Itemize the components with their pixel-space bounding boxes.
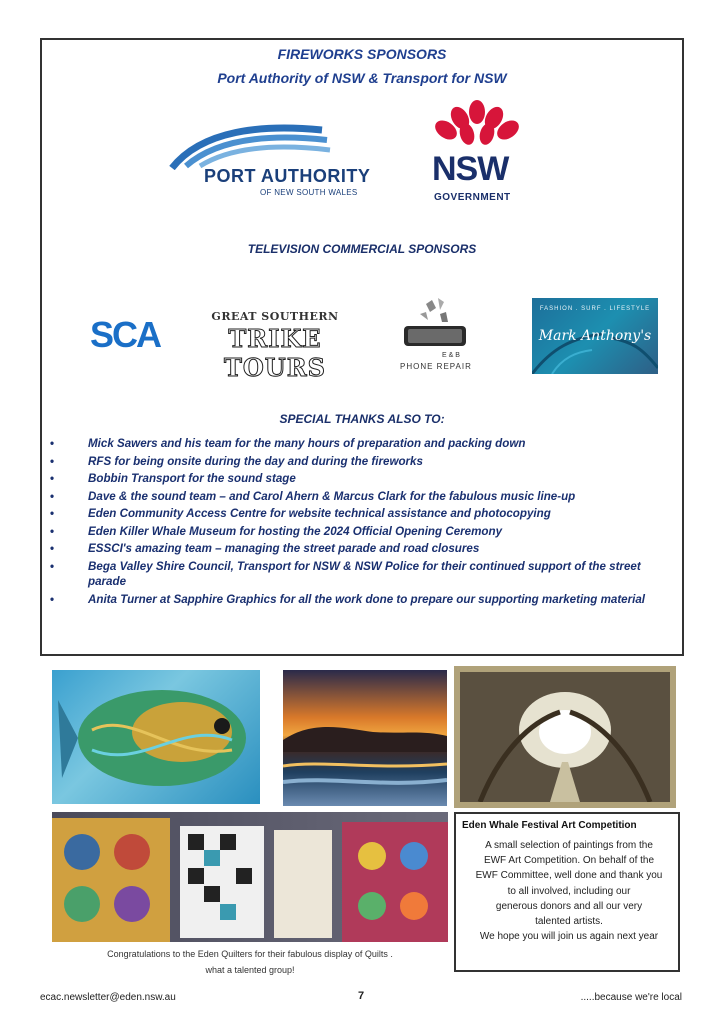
quilts-caption-line1: Congratulations to the Eden Quilters for their fabulous display of Quilts . bbox=[107, 949, 393, 959]
list-item-text: ESSCI's amazing team – managing the street parade and road closures bbox=[88, 542, 480, 555]
bullet-icon: • bbox=[50, 542, 55, 555]
bullet-icon: • bbox=[50, 437, 55, 450]
list-item-text: Eden Killer Whale Museum for hosting the 2024 Official Opening Ceremony bbox=[88, 524, 503, 538]
fireworks-sponsors-heading: FIREWORKS SPONSORS bbox=[277, 46, 447, 62]
list-item-text: Anita Turner at Sapphire Graphics for all the work done to prepare our supporting marketing material bbox=[88, 592, 646, 606]
fish-illustration-icon bbox=[52, 670, 260, 804]
art-competition-body bbox=[464, 838, 674, 944]
list-item bbox=[50, 454, 676, 470]
bullet-icon: • bbox=[50, 472, 55, 485]
list-item-text: Eden Community Access Centre for website technical assistance and photocopying bbox=[88, 507, 551, 520]
special-thanks-heading: SPECIAL THANKS ALSO TO: bbox=[279, 412, 445, 426]
bullet-icon: • bbox=[50, 592, 55, 606]
list-item-text: Mick Sawers and his team for the many hours of preparation and packing down bbox=[88, 437, 526, 450]
art-competition-box bbox=[454, 812, 680, 972]
port-authority-sub: OF NEW SOUTH WALES bbox=[260, 188, 358, 197]
sunset-landscape-icon bbox=[283, 670, 447, 806]
waratah-icon bbox=[422, 100, 532, 152]
art-line: A small selection of paintings from the bbox=[485, 840, 653, 851]
art-line: generous donors and all our very bbox=[495, 900, 643, 912]
list-item bbox=[50, 471, 676, 487]
list-item bbox=[50, 592, 676, 608]
mark-anthonys-logo bbox=[532, 298, 658, 374]
bullet-icon: • bbox=[50, 524, 55, 538]
nsw-wordmark: NSW bbox=[432, 150, 509, 188]
quilts-caption bbox=[52, 946, 448, 978]
sca-logo: SCA bbox=[90, 314, 161, 355]
trike-tours-top: GREAT SOUTHERN bbox=[211, 310, 339, 323]
list-item bbox=[50, 559, 676, 590]
list-item-text: Dave & the sound team – and Carol Ahern & Marcus Clark for the fabulous music line-up bbox=[88, 489, 576, 503]
art-line: talented artists. bbox=[535, 916, 603, 928]
fish-painting-photo bbox=[52, 670, 260, 804]
phone-repair-logo bbox=[396, 296, 476, 376]
bullet-icon: • bbox=[50, 454, 55, 468]
page-number: 7 bbox=[358, 990, 365, 1002]
list-item bbox=[50, 524, 676, 540]
quilts-illustration-icon bbox=[52, 812, 448, 942]
tv-sponsors-heading: TELEVISION COMMERCIAL SPONSORS bbox=[247, 242, 477, 256]
bullet-icon: • bbox=[50, 559, 55, 573]
footer-email: ecac.newsletter@eden.nsw.au bbox=[40, 992, 176, 1003]
nsw-government-logo bbox=[422, 100, 532, 210]
bullet-icon: • bbox=[50, 489, 55, 503]
bullet-icon: • bbox=[50, 507, 55, 520]
list-item bbox=[50, 489, 676, 505]
cracked-phone-icon bbox=[396, 296, 476, 352]
list-item-text: Bega Valley Shire Council, Transport for NSW & NSW Police for their continued support of the street parade bbox=[88, 559, 641, 588]
quilts-caption-line2: what a talented group! bbox=[205, 965, 295, 975]
art-line: We hope you will join us again next year bbox=[479, 931, 659, 943]
forest-path-icon bbox=[460, 672, 670, 802]
fireworks-sponsors-subtitle: Port Authority of NSW & Transport for NSW bbox=[217, 70, 507, 86]
mark-anthonys-name: Mark Anthony's bbox=[538, 328, 652, 344]
phone-repair-eb: E & B bbox=[442, 352, 460, 359]
sunset-painting-photo bbox=[283, 670, 447, 806]
mark-anthonys-tagline: FASHION . SURF . LIFESTYLE bbox=[539, 306, 651, 312]
list-item-text: RFS for being onsite during the day and during the fireworks bbox=[88, 454, 423, 468]
nsw-government-label: GOVERNMENT bbox=[434, 192, 511, 203]
list-item bbox=[50, 436, 676, 452]
phone-repair-text: PHONE REPAIR bbox=[400, 362, 472, 371]
special-thanks-list bbox=[50, 436, 676, 609]
list-item bbox=[50, 506, 676, 522]
port-authority-name: PORT AUTHORITY bbox=[204, 166, 371, 186]
port-authority-swoosh-icon bbox=[162, 120, 382, 170]
port-authority-logo bbox=[162, 120, 382, 200]
list-item bbox=[50, 541, 676, 557]
art-line: EWF Art Competition. On behalf of the bbox=[483, 855, 655, 867]
art-line: to all involved, including our bbox=[507, 885, 631, 897]
quilts-display-photo bbox=[52, 812, 448, 942]
art-line: EWF Committee, well done and thank you bbox=[475, 870, 663, 882]
art-competition-title: Eden Whale Festival Art Competition bbox=[462, 820, 637, 831]
forest-painting-photo bbox=[454, 666, 676, 808]
trike-tours-logo bbox=[190, 308, 360, 382]
footer-tagline: .....because we're local bbox=[580, 992, 682, 1003]
sponsor-panel bbox=[40, 38, 684, 656]
list-item-text: Bobbin Transport for the sound stage bbox=[88, 472, 296, 485]
trike-tours-main: TRIKE TOURS bbox=[224, 324, 326, 382]
